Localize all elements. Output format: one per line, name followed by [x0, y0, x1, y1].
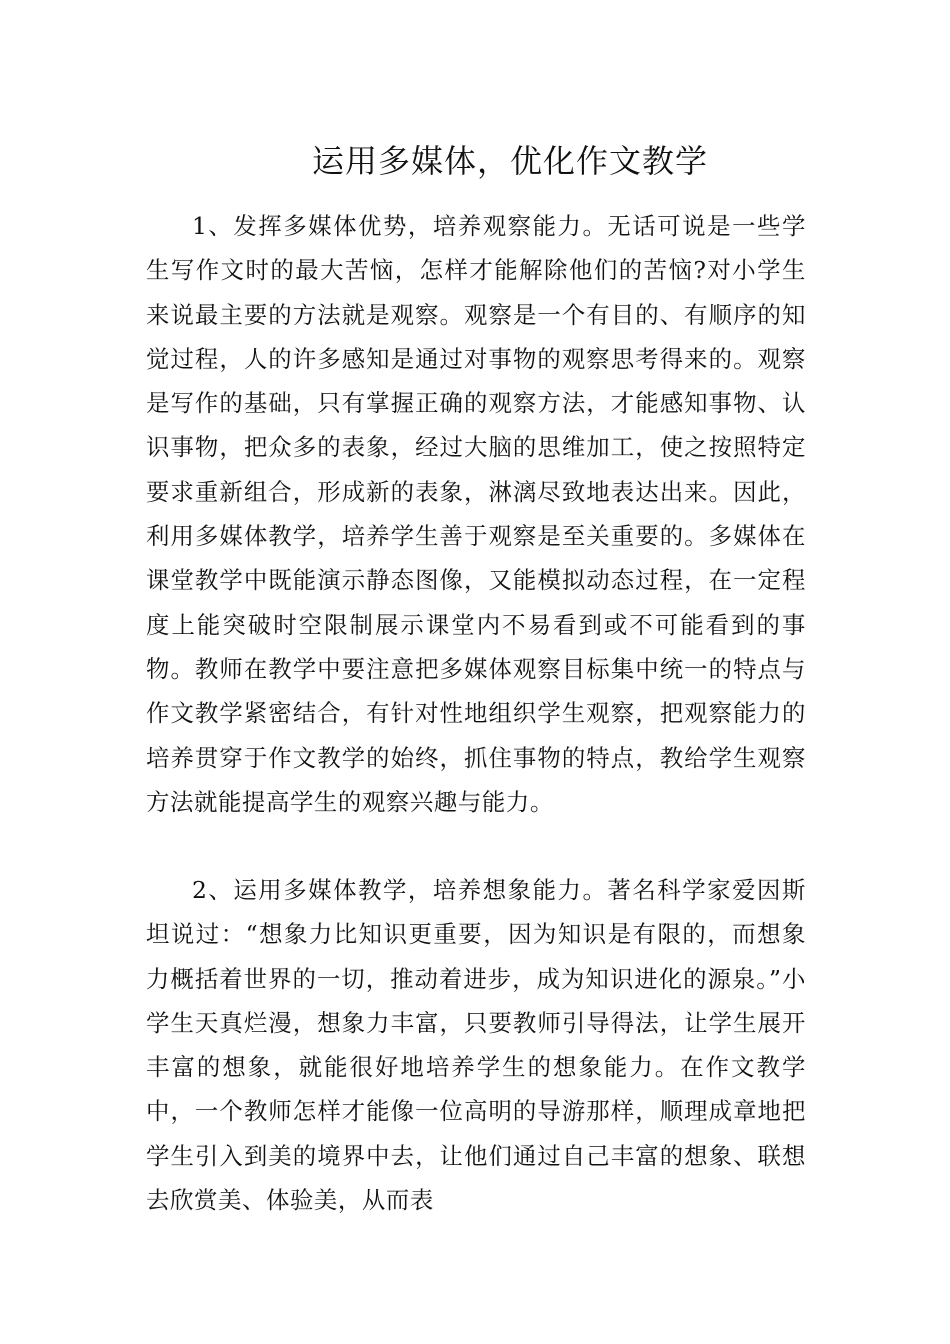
paragraph-imagination: 2、运用多媒体教学，培养想象能力。著名科学家爱因斯坦说过：“想象力比知识更重要，因为知识是有限的，而想象力概括着世界的一切，推动着进步，成为知识进化的源泉。”小学生天真烂漫，想象力丰富，只要教师引导得法，让学生展开丰富的想象，就能很好地培养学生的想象能力。在作文教学中，一个教师怎样才能像一位高明的导游那样，顺理成章地把学生引入到美的境界中去，让他们通过自己丰富的想象、联想去欣赏美、体验美，从而表 — [146, 876, 806, 1215]
document-title: 运用多媒体，优化作文教学 — [311, 142, 708, 180]
paragraph-observation: 1、发挥多媒体优势，培养观察能力。无话可说是一些学生写作文时的最大苦恼，怎样才能解除他们的苦恼?对小学生来说最主要的方法就是观察。观察是一个有目的、有顺序的知觉过程，人的许多感知是通过对事物的观察思考得来的。观察是写作的基础，只有掌握正确的观察方法，才能感知事物、认识事物，把众多的表象，经过大脑的思维加工，使之按照特定要求重新组合，形成新的表象，淋漓尽致地表达出来。因此，利用多媒体教学，培养学生善于观察是至关重要的。多媒体在课堂教学中既能演示静态图像，又能模拟动态过程，在一定程度上能突破时空限制展示课堂内不易看到或不可能看到的事物。教师在教学中要注意把多媒体观察目标集中统一的特点与作文教学紧密结合，有针对性地组织学生观察，把观察能力的培养贯穿于作文教学的始终，抓住事物的特点，教给学生观察方法就能提高学生的观察兴趣与能力。 — [146, 212, 806, 816]
